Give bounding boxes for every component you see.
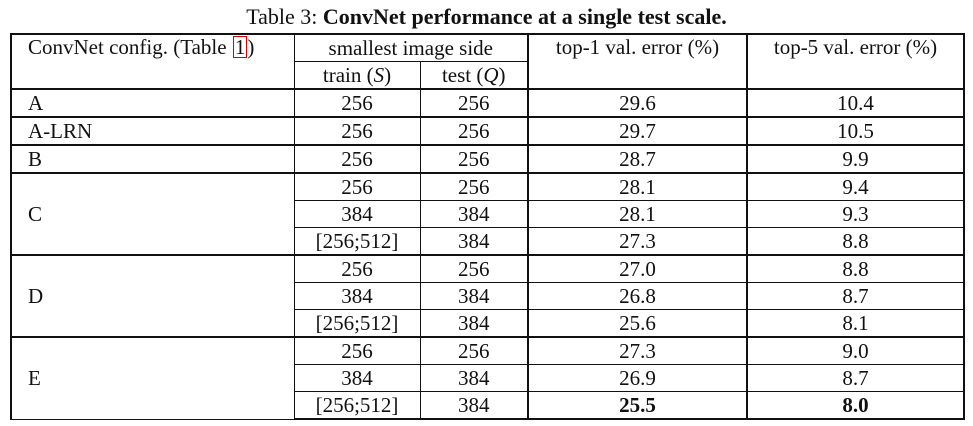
top1-cell: 28.1 xyxy=(528,201,747,228)
test-cell: 384 xyxy=(420,392,528,420)
top5-cell: 8.8 xyxy=(747,255,964,283)
top1-cell: 25.5 xyxy=(528,392,747,420)
table-row xyxy=(11,255,964,283)
top5-cell: 8.0 xyxy=(747,392,964,420)
config-cell: B xyxy=(11,145,294,173)
top1-cell: 26.9 xyxy=(528,365,747,392)
train-cell: 256 xyxy=(294,255,420,283)
header-row-top xyxy=(11,34,964,62)
config-cell: A-LRN xyxy=(11,117,294,145)
train-cell: 256 xyxy=(294,89,420,117)
table-row xyxy=(11,145,964,173)
top5-cell: 9.9 xyxy=(747,145,964,173)
train-cell: [256;512] xyxy=(294,392,420,420)
test-cell: 384 xyxy=(420,228,528,256)
top1-cell: 25.6 xyxy=(528,310,747,338)
train-cell: [256;512] xyxy=(294,228,420,256)
test-cell: 384 xyxy=(420,310,528,338)
train-cell: 256 xyxy=(294,117,420,145)
test-cell: 256 xyxy=(420,337,528,365)
header-train-var: S xyxy=(373,63,385,87)
top1-cell: 27.0 xyxy=(528,255,747,283)
top5-cell: 8.7 xyxy=(747,283,964,310)
header-train-close: ) xyxy=(384,63,392,87)
table-reference-link[interactable]: 1 xyxy=(234,35,246,59)
table-row xyxy=(11,117,964,145)
train-cell: 256 xyxy=(294,173,420,201)
top1-cell: 26.8 xyxy=(528,283,747,310)
header-config xyxy=(11,34,294,89)
top1-cell: 27.3 xyxy=(528,228,747,256)
caption-title: ConvNet performance at a single test scale. xyxy=(322,4,727,29)
top1-cell: 27.3 xyxy=(528,337,747,365)
header-test-var: Q xyxy=(483,63,499,87)
header-top1: top-1 val. error (%) xyxy=(528,34,747,89)
caption-label: Table 3: xyxy=(246,4,318,29)
table-row xyxy=(11,89,964,117)
header-train-text: train ( xyxy=(322,63,374,87)
top1-cell: 29.7 xyxy=(528,117,747,145)
test-cell: 256 xyxy=(420,173,528,201)
top5-cell: 10.5 xyxy=(747,117,964,145)
header-config-text: ConvNet config. (Table xyxy=(28,35,232,59)
header-test-close: ) xyxy=(498,63,506,87)
header-test xyxy=(420,62,528,90)
top5-cell: 8.8 xyxy=(747,228,964,256)
top5-cell: 8.7 xyxy=(747,365,964,392)
header-config-close: ) xyxy=(247,35,255,59)
top5-cell: 9.4 xyxy=(747,173,964,201)
test-cell: 256 xyxy=(420,255,528,283)
train-cell: 256 xyxy=(294,145,420,173)
config-cell: A xyxy=(11,89,294,117)
table-body xyxy=(11,34,964,419)
table-row xyxy=(11,173,964,201)
test-cell: 256 xyxy=(420,145,528,173)
results-table xyxy=(10,33,965,420)
train-cell: 384 xyxy=(294,365,420,392)
test-cell: 256 xyxy=(420,89,528,117)
table-row xyxy=(11,337,964,365)
header-train xyxy=(294,62,420,90)
header-smallest-side: smallest image side xyxy=(294,34,528,62)
top5-cell: 9.3 xyxy=(747,201,964,228)
test-cell: 256 xyxy=(420,117,528,145)
config-cell: C xyxy=(11,173,294,255)
top1-cell: 29.6 xyxy=(528,89,747,117)
train-cell: 256 xyxy=(294,337,420,365)
top5-cell: 8.1 xyxy=(747,310,964,338)
header-top5: top-5 val. error (%) xyxy=(747,34,964,89)
test-cell: 384 xyxy=(420,283,528,310)
config-cell: D xyxy=(11,255,294,337)
config-cell: E xyxy=(11,337,294,419)
table-caption xyxy=(0,4,973,30)
train-cell: 384 xyxy=(294,283,420,310)
header-test-text: test ( xyxy=(441,63,484,87)
train-cell: [256;512] xyxy=(294,310,420,338)
train-cell: 384 xyxy=(294,201,420,228)
top1-cell: 28.7 xyxy=(528,145,747,173)
top5-cell: 9.0 xyxy=(747,337,964,365)
top1-cell: 28.1 xyxy=(528,173,747,201)
test-cell: 384 xyxy=(420,201,528,228)
test-cell: 384 xyxy=(420,365,528,392)
top5-cell: 10.4 xyxy=(747,89,964,117)
